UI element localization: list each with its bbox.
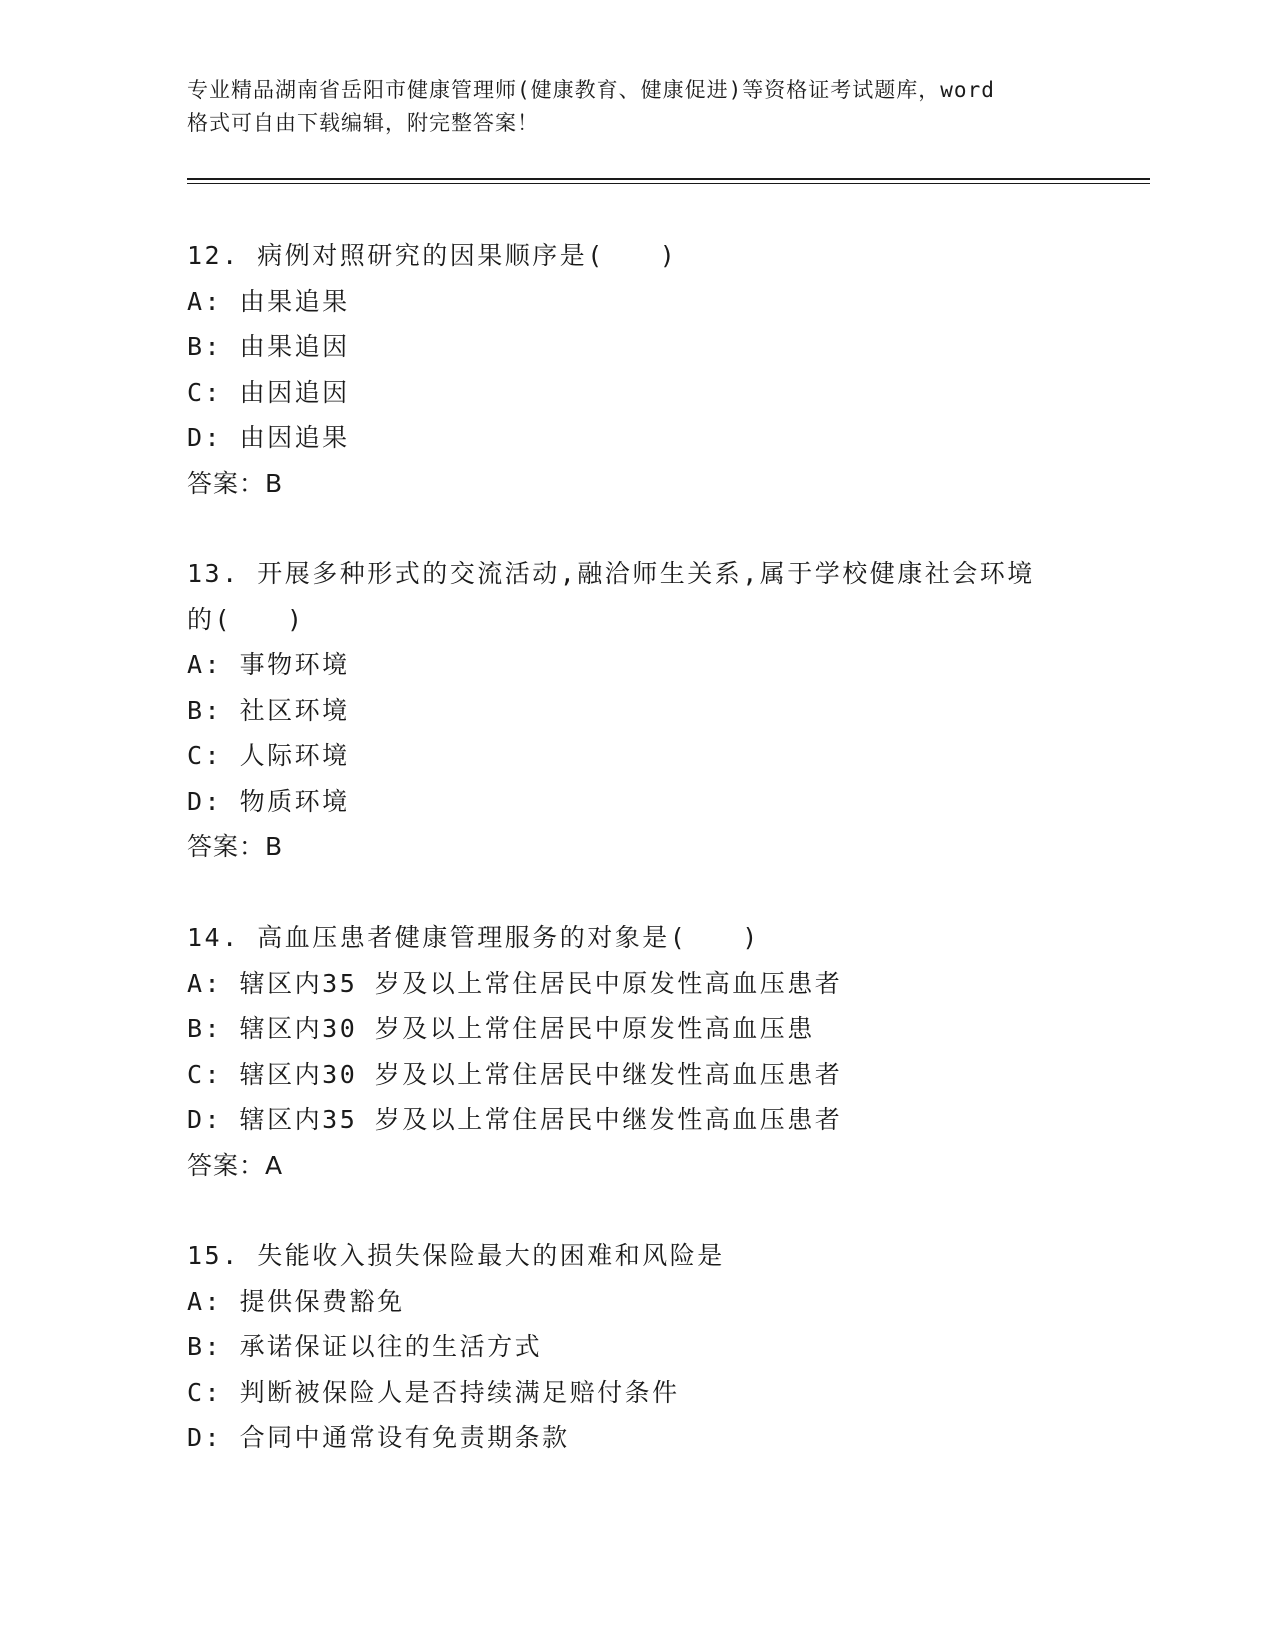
option-d: D: 由因追果: [187, 423, 350, 452]
question-stem: 12. 病例对照研究的因果顺序是( ): [187, 241, 678, 270]
question-15: [187, 1233, 1067, 1461]
question-12: [187, 233, 1067, 506]
option-b: B: 社区环境: [187, 695, 350, 725]
answer: 答案：B: [187, 832, 284, 861]
answer: 答案：B: [187, 468, 284, 498]
header-divider-thin: [187, 183, 1150, 184]
question-stem-line-1: 13. 开展多种形式的交流活动,融洽师生关系,属于学校健康社会环境: [187, 559, 1035, 588]
document-header: [187, 74, 1087, 140]
question-stem: 14. 高血压患者健康管理服务的对象是( ): [187, 923, 760, 952]
option-b: B: 辖区内30 岁及以上常住居民中原发性高血压患: [187, 1014, 815, 1043]
header-line-2: 格式可自由下载编辑，附完整答案！: [187, 111, 539, 135]
header-line-1: 专业精品湖南省岳阳市健康管理师(健康教育、健康促进)等资格证考试题库，word: [187, 78, 995, 102]
option-a: A: 提供保费豁免: [187, 1286, 405, 1316]
option-d: D: 辖区内35 岁及以上常住居民中继发性高血压患者: [187, 1105, 843, 1134]
option-d: D: 物质环境: [187, 786, 350, 816]
option-b: B: 由果追因: [187, 332, 350, 361]
option-c: C: 判断被保险人是否持续满足赔付条件: [187, 1377, 680, 1407]
option-c: C: 人际环境: [187, 741, 350, 770]
question-stem-line-2: 的( ): [187, 604, 305, 634]
question-13: [187, 551, 1067, 870]
answer: 答案：A: [187, 1150, 284, 1180]
question-stem: 15. 失能收入损失保险最大的困难和风险是: [187, 1241, 725, 1270]
option-b: B: 承诺保证以往的生活方式: [187, 1332, 543, 1361]
option-a: A: 事物环境: [187, 650, 350, 679]
option-a: A: 辖区内35 岁及以上常住居民中原发性高血压患者: [187, 968, 843, 998]
option-c: C: 辖区内30 岁及以上常住居民中继发性高血压患者: [187, 1059, 843, 1089]
option-d: D: 合同中通常设有免责期条款: [187, 1423, 570, 1452]
option-c: C: 由因追因: [187, 377, 350, 407]
question-14: [187, 915, 1067, 1188]
option-a: A: 由果追果: [187, 286, 350, 316]
header-divider-thick: [187, 178, 1150, 180]
